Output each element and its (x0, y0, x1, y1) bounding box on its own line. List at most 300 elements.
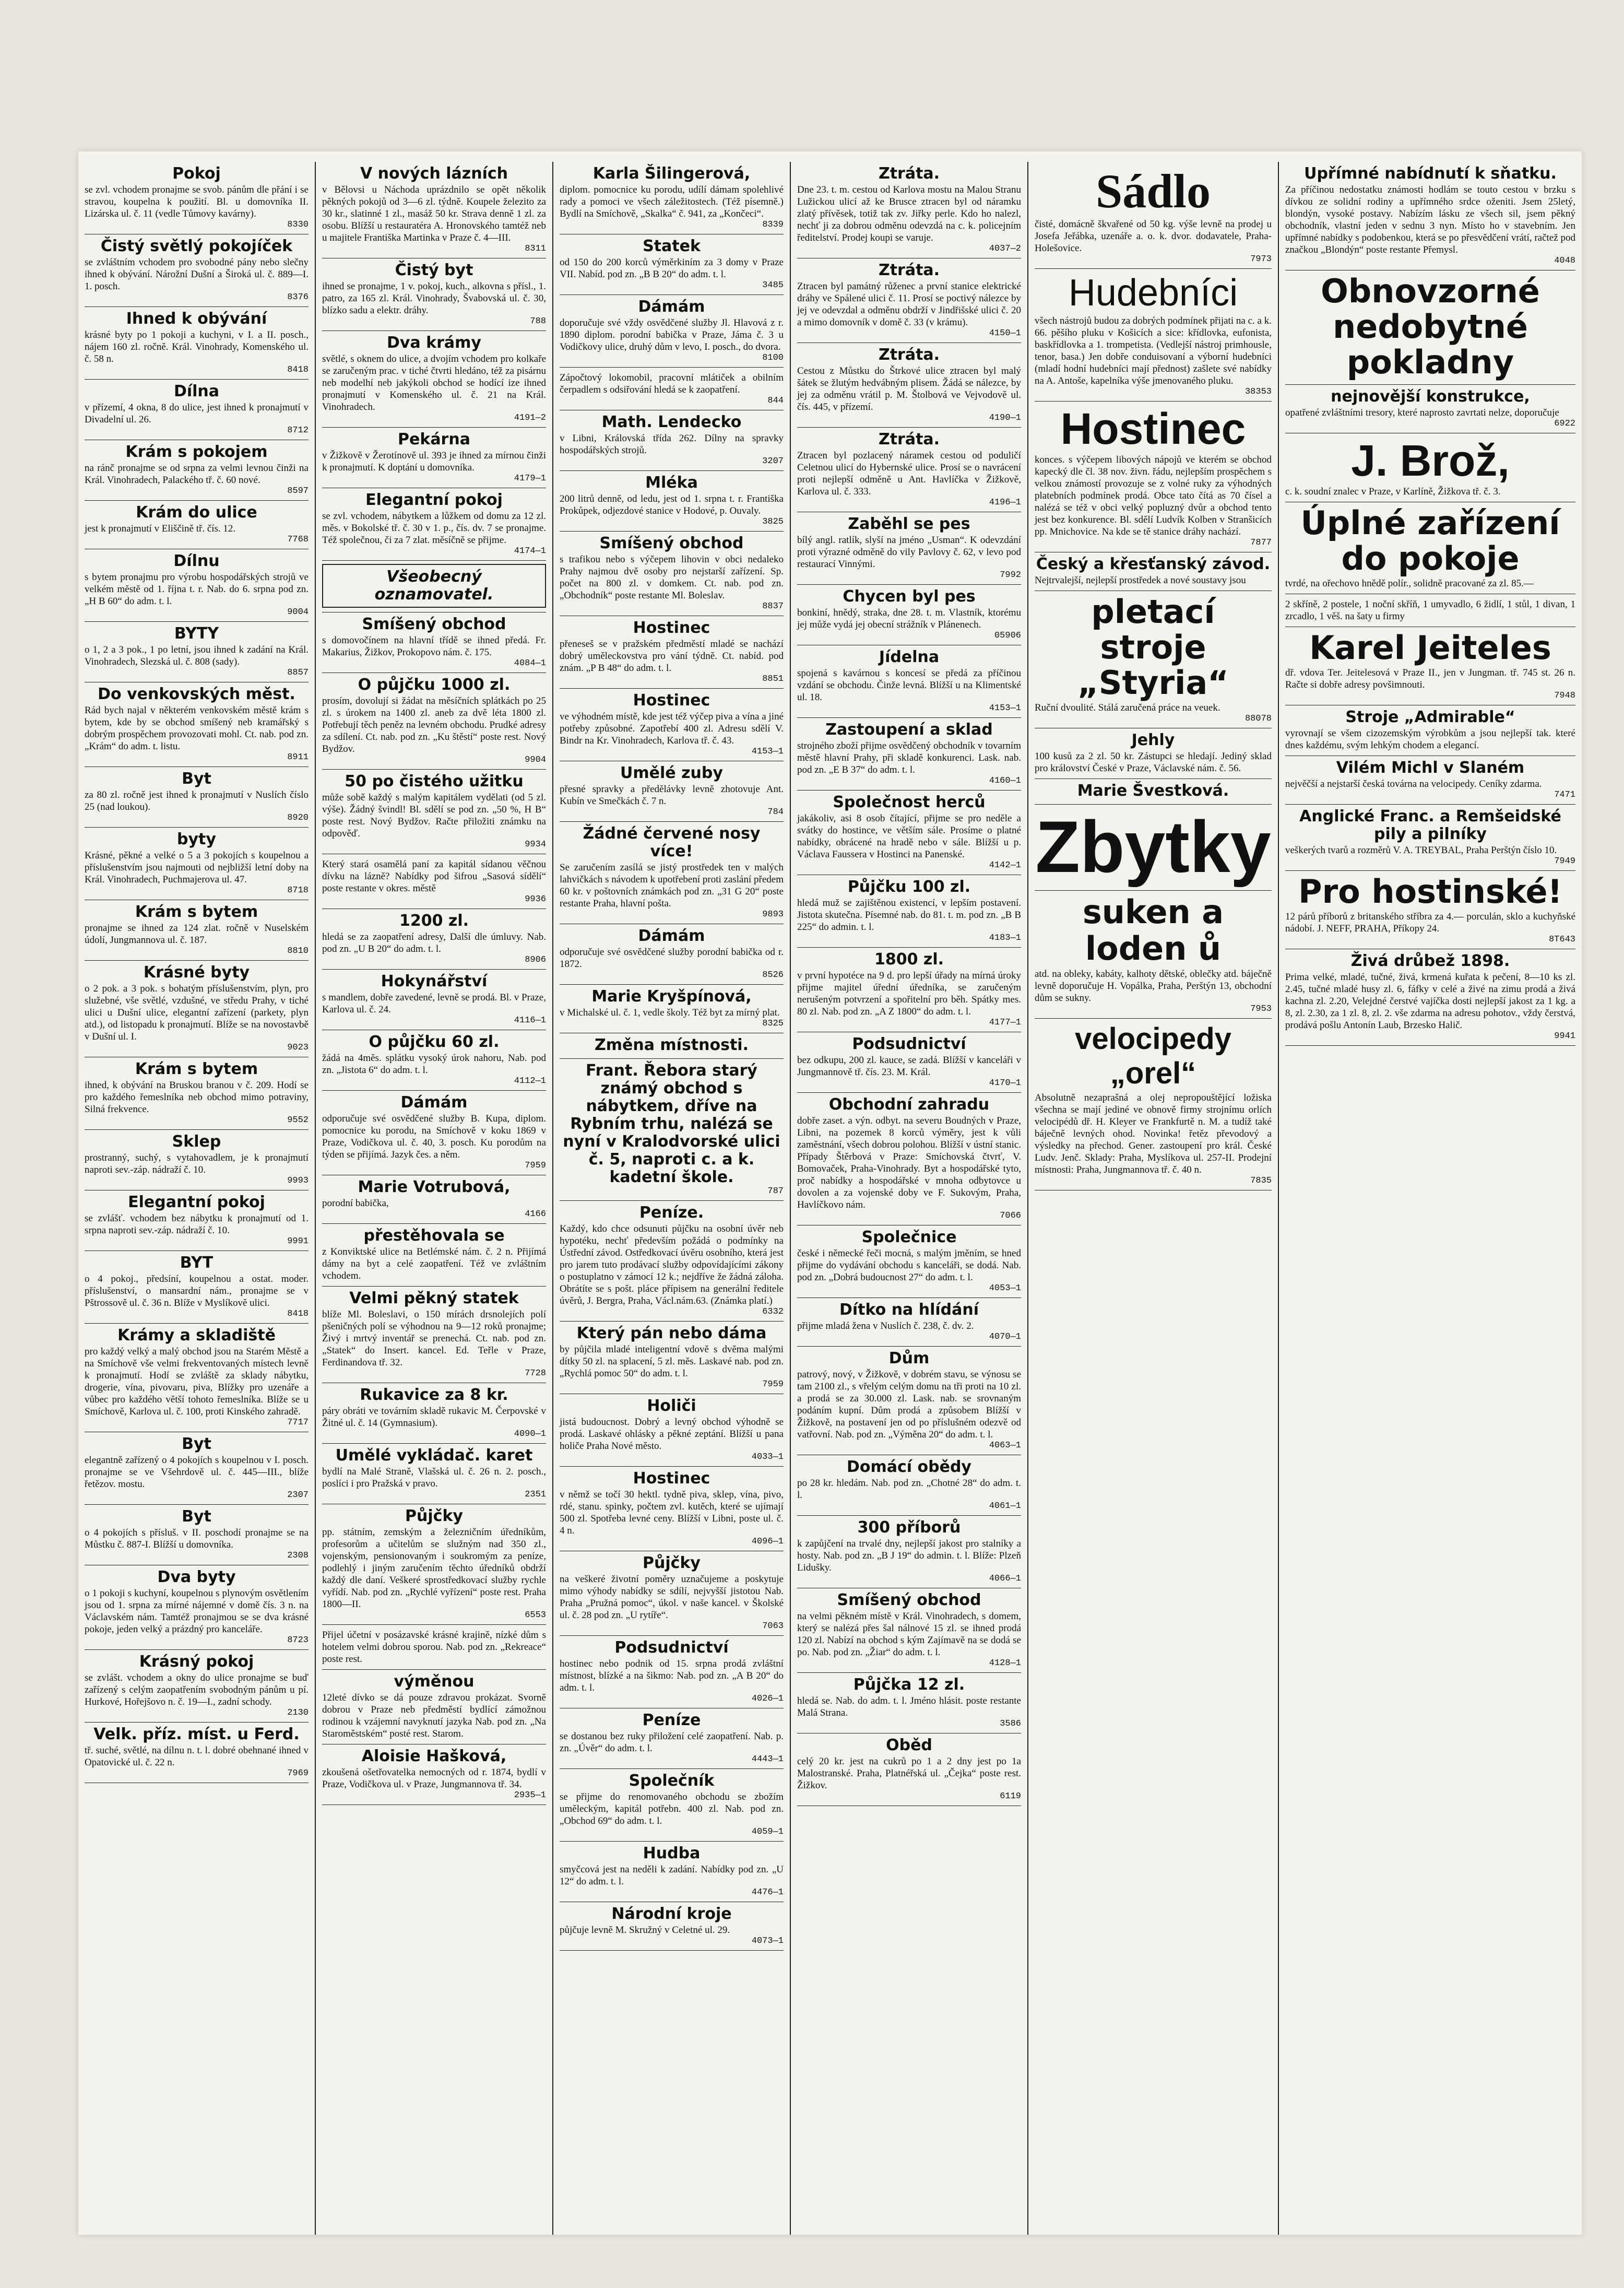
ad-headline: Změna místnosti. (595, 1036, 749, 1054)
ad-body: Každý, kdo chce odsunuti půjčku na osobní úvěr neb hypotéku, nechť především požádá o podmínky na Ústřední závod. Ostředkovací úvěru osobního, která jest pro jarem tuto prodávací služby odpovídajícími zákony o postuplatno v zámocí 12 k.; nejdříve že žádná záloha. Obrátíte se s pošt. pláce přípisem na generální ředitele úvěrů, J. Bergra, Praha, Václ.nám.63. (Známka platí.) (560, 1223, 784, 1306)
ad-headline: Pekárna (398, 430, 470, 449)
ad-headline: Marie Kryšpínová, (591, 987, 752, 1006)
ad-code: 4179—1 (514, 474, 546, 483)
column-4 (791, 162, 1028, 2235)
classified-ad (85, 162, 309, 234)
classified-ad (322, 162, 546, 258)
ad-headline: Chycen byl pes (843, 587, 976, 606)
column-2 (316, 162, 553, 2235)
ad-headline: Zaběhl se pes (848, 515, 970, 533)
ad-body: Ztracen byl pozlacený náramek cestou od poduličí Celetnou ulicí do Hybernské ulice. Prosí se o navrácení proti nejlepší odměně u Ant. Havlíčka v Žižkově, Karlova ul. č. 333. (797, 450, 1021, 497)
classified-ad (1035, 891, 1272, 1019)
classified-ad (560, 985, 784, 1033)
classified-ad (1285, 627, 1575, 705)
ad-code: 38353 (1244, 387, 1272, 397)
classified-ad (560, 1394, 784, 1467)
ad-code: 88078 (1244, 714, 1272, 724)
ad-code: 3825 (762, 517, 784, 527)
ad-headline: Žádné červené nosy více! (583, 824, 761, 860)
ad-code: 9993 (287, 1176, 309, 1186)
ad-code: 4026—1 (751, 1694, 784, 1704)
ad-body: veškerých tvarů a rozměrů V. A. TREYBAL, Praha Perštýn číslo 10. (1285, 845, 1557, 856)
classified-ad (560, 1769, 784, 1842)
ad-body: se přijme do renomovaného obchodu se zbožím uměleckým, kapitál potřebn. 400 zl. Nab. pod zn. „Obchod 69“ do adm. t. l. (560, 1791, 784, 1826)
classified-ad (85, 1723, 309, 1783)
classified-ad (1035, 591, 1272, 728)
column-5 (1028, 162, 1279, 2235)
ad-code: 787 (767, 1186, 784, 1196)
ad-headline: Domácí obědy (847, 1458, 971, 1476)
classified-ad (85, 1505, 309, 1565)
classified-ad (560, 1551, 784, 1636)
ad-body: Rád bych najal v některém venkovském městě krám s bytem, kde by se obchod smíšený neb kramářský s dobrým prospěchem provozovati mohl. Ct. nab. pod zn. „Krám“ do adm. t. listu. (85, 705, 309, 752)
ad-headline: Sádlo (1096, 164, 1211, 218)
classified-ad (560, 616, 784, 689)
ad-code: 8418 (287, 365, 309, 375)
column-6 (1279, 162, 1582, 2235)
ad-body: s trafikou nebo s výčepem lihovin v obci nedaleko Prahy najmou dvě osoby pro nejstarší zařízení. Sp. počet na 800 zl. v domkem. Ct. nab. pod zn. „Obchodník“ poste restante Ml. Boleslav. (560, 554, 784, 601)
ad-body: vyrovnají se všem cizozemským výrobkům a jsou nejlepší tak. které dnes každému, svým lehkým chodem a elegancí. (1285, 728, 1575, 751)
ad-code: 4116—1 (514, 1016, 546, 1025)
classified-ad (85, 234, 309, 307)
ad-code: 9552 (287, 1115, 309, 1125)
ad-code: 7969 (287, 1768, 309, 1778)
ad-body: v Libni, Královská třída 262. Dílny na spravky hospodářských strojů. (560, 433, 784, 456)
classified-ad (560, 1902, 784, 1951)
classified-ad (85, 501, 309, 549)
classified-ad (560, 368, 784, 410)
ad-code: 7959 (762, 1379, 784, 1389)
ad-headline: Pokoj (172, 164, 221, 183)
ad-body: by půjčila mladé inteligentní vdově s dvěma malými dítky 50 zl. na splacení, 5 zl. měs. Laskavé nab. pod zn. „Rychlá pomoc 50“ do adm. t. l. (560, 1344, 784, 1379)
ad-body: spojená s kavárnou s koncesí se předá za příčinou vzdání se obchodu. Činže levná. Blížší u na Klimentské ul. 18. (797, 668, 1021, 703)
classified-ad (560, 1467, 784, 1551)
classified-ad (560, 689, 784, 761)
classified-ad (85, 1432, 309, 1505)
ad-body: v němž se točí 30 hektl. tydně piva, sklep, vína, pivo, rdé, stanu. spinky, počtem zvl. kutěch, které se ujímají 500 zl. Spotřeba levné ceny. Blížší v Libni, poste ul. č. 4 n. (560, 1489, 784, 1536)
ad-body: Nejtrvalejší, nejlepší prostředek a nové soustavy jsou (1035, 575, 1246, 586)
ad-body: hledá muž se zajištěnou existencí, v lepším postavení. Jistota skutečna. Písemné nab. do 81. t. m. pod zn. „B B 225“ do admin. t. l. (797, 898, 1021, 933)
ad-headline: Math. Lendecko (601, 413, 742, 431)
classified-ad (85, 900, 309, 961)
ad-body: Krásné, pěkné a velké o 5 a 3 pokojích s koupelnou a příslušenstvím jsou najmouti od nejbližší letní doby na Král. Vinohradech, Puchmajerova ul. 47. (85, 850, 309, 885)
classified-ad (322, 1383, 546, 1444)
ad-headline: 300 příborů (857, 1518, 961, 1537)
ad-body: Zápočtový lokomobil, pracovní mlátiček a obilním čerpadlem s odsiřování hledá se k zaopatření. (560, 372, 784, 395)
ad-body: bydlí na Malé Straně, Vlašská ul. č. 26 n. 2. posch., poslíci i pro Pražská v pravo. (322, 1466, 546, 1489)
ad-code: 4073—1 (751, 1936, 784, 1946)
ad-code: 8T643 (1548, 935, 1575, 945)
classified-ad (322, 1091, 546, 1175)
ad-code: 7768 (287, 535, 309, 545)
ad-body: ihned, k obývání na Bruskou branou v č. 209. Hodí se pro každého řemeslníka neb obchod mimo potraviny, Silná frekvence. (85, 1080, 309, 1115)
classified-ad (322, 1444, 546, 1504)
ad-body: žádá na 4měs. splátku vysoký úrok nahoru, Nab. pod zn. „Jistota 6“ do adm. t. l. (322, 1053, 546, 1076)
classified-ad (1035, 162, 1272, 269)
ad-body: v přízemí, 4 okna, 8 do ulice, jest ihned k pronajmutí v Divadelní ul. 26. (85, 402, 309, 425)
ad-headline: Pro hostinské! (1298, 872, 1562, 911)
ad-code: 4063—1 (989, 1441, 1021, 1450)
ad-headline: Dítko na hlídání (839, 1301, 979, 1319)
ad-headline: Dílnu (173, 552, 220, 570)
ad-body: jest k pronajmutí v Eliščině tř. čís. 12. (85, 523, 236, 534)
ad-body: konces. s výčepem libových nápojů ve kterém se obchod kapecký dle čl. 38 nov. živn. řádu, nejlepším prospěchem s velkou známostí provozuje se z volné ruky za výhodných platebních podmínek prodá. Obce tato čítá as 70 čísel a nalézá se též v obci velký popluzný dvůr a obchod tento jest bez konkurence. Bl. sdělí Ludvík Kolben v Stranšicích pp. Mnichovice. Na kde se tě stanice dráhy nachází. (1035, 454, 1272, 537)
ad-body: nejvěčší a nejstarší česká továrna na velocipedy. Ceníky zdarma. (1285, 779, 1542, 789)
ad-headline: O půjčku 1000 zl. (358, 676, 511, 694)
classified-ad (560, 1636, 784, 1708)
ad-headline: Společnice (861, 1228, 957, 1246)
ad-body: Ztracen byl památný růženec a první stanice elektrické dráhy ve Spálené ulici č. 11. Prosí se poctivý nálezce by jej ve odevzdal a odměnu obdrží v Jindřišské ulici č. 20 a mimo domovník v domě č. 33 (v krámu). (797, 281, 1021, 328)
ad-body: přesné spravky a předělávky levně zhotovuje Ant. Kubín ve Smečkách č. 7 n. (560, 784, 784, 807)
ad-headline: Jehly (1131, 731, 1175, 749)
classified-ad (560, 1201, 784, 1322)
ad-headline: Stroje „Admirable“ (1345, 708, 1515, 726)
ad-headline: Ztráta. (878, 346, 940, 364)
ad-headline: Půjčka 12 zl. (853, 1676, 965, 1694)
ad-headline: Čistý světlý pokojíček (100, 237, 293, 255)
ad-code: 4191—2 (514, 413, 546, 423)
ad-code: 2307 (287, 1490, 309, 1500)
ad-body: k zapůjčení na trvalé dny, nejlepší jakost pro stalníky a hosty. Nab. pod zn. „B J 19“ do admin. t. l. Blíže: Plzeň Lidušky. (797, 1538, 1021, 1573)
ad-body: v Michalské ul. č. 1, vedle školy. Též byt za mírný plat. (560, 1007, 780, 1018)
ad-code: 4053—1 (989, 1283, 1021, 1293)
ad-headline: Umělé vykládač. karet (335, 1446, 533, 1465)
ad-headline: Peníze (642, 1711, 701, 1729)
classified-ad (797, 791, 1021, 875)
ad-code: 4066—1 (989, 1574, 1021, 1584)
ad-body: ihned se pronajme, 1 v. pokoj, kuch., alkovna s přísl., 1. patro, za 165 zl. Král. Vinohrady, Švabovská ul. č. 30, blízko sadu a elektr. dráhy. (322, 281, 546, 316)
ad-headline: Krásné byty (143, 963, 250, 982)
ad-headline: Živá drůbež 1898. (1350, 952, 1510, 970)
ad-code: 6332 (762, 1307, 784, 1317)
ad-body: se zvlášt. vchodem a okny do ulice pronajme se buď zařízený s celým zaopatřením svobodným pánům u pí. Hurkové, Hořejšovo n. č. 19—I., zadní schody. (85, 1672, 309, 1707)
classified-ad (85, 622, 309, 682)
ad-headline: Národní kroje (611, 1905, 732, 1923)
ad-body: hostinec nebo podnik od 15. srpna prodá zvláštní místnost, blízké a na šikmo: Nab. pod zn. „A B 20“ do adm. t. l. (560, 1658, 784, 1693)
ad-headline: 1800 zl. (874, 950, 944, 969)
ad-body: půjčuje levně M. Skružný v Celetné ul. 29. (560, 1925, 730, 1936)
ad-headline: Dílna (173, 382, 220, 400)
ad-body: atd. na obleky, kabáty, kalhoty dětské, oblečky atd. báječně levně doporučuje H. Vopálka, Praha, Perštýn 13, obchodní dům se sukny. (1035, 969, 1272, 1004)
ad-code: 4048 (1554, 256, 1575, 266)
ad-headline: Podsudnictví (852, 1035, 966, 1053)
ad-code: 8857 (287, 668, 309, 678)
ad-code: 4033—1 (751, 1452, 784, 1462)
classified-ad (560, 1842, 784, 1902)
ad-headline: Společník (629, 1772, 715, 1790)
classified-ad (560, 924, 784, 985)
ad-headline: Ztráta. (878, 261, 940, 279)
ad-body: na ránč pronajme se od srpna za velmi levnou činži na Král. Vinohradech, Palackého tř. č. 60 nové. (85, 463, 309, 486)
column-1 (78, 162, 316, 2235)
ad-code: 9941 (1554, 1031, 1575, 1041)
ad-code: 788 (530, 316, 546, 326)
classified-ad (560, 295, 784, 368)
classified-ad (797, 1093, 1021, 1225)
ad-body: Se zaručením zasílá se jistý prostředek ten v malých lahvičkách s návodem k upotřebení proti zaslání předem 60 kr. v poštovních známkách pod zn. „31 G 20“ poste restante Praha, hlavní pošta. (560, 862, 784, 909)
ad-headline: Karel Jeiteles (1309, 629, 1551, 667)
ad-body: Za příčinou nedostatku známosti hodlám se touto cestou v brzku s dívkou ze solidní rodiny a upřímného srdce oženiti. Jsem 25letý, blondýn, vysoké postavy. Nabízím lásku ze všech sil, jsem pěkný obchodník, vlastní jeden v sednu 3 nyn. Místo ho v stavebním. Jen upřímné nabídky s podobenkou, která se po přesvědčení vrátí, račtež pod značkou „Blondýn“ poste restante Přemysl. (1285, 184, 1575, 255)
ad-body: smyčcová jest na neděli k zadání. Nabídky pod zn. „U 12“ do adm. t. l. (560, 1864, 784, 1887)
ad-headline: Společnost herců (833, 793, 986, 811)
ad-body: pronajme se ihned za 124 zlat. ročně v Nuselském údolí, Jungmannova ul. č. 187. (85, 923, 309, 946)
ad-headline: suken a loden ů (1082, 893, 1224, 968)
ad-body: odporučuje své osvědčené služby porodní babička od r. 1872. (560, 947, 784, 970)
ad-code: 8810 (287, 946, 309, 956)
ad-headline: Byt (182, 1435, 211, 1453)
ad-body: od 150 do 200 korců výměrkiním za 3 domy v Praze VII. Nabíd. pod zn. „B B 20“ do adm. t. l. (560, 257, 784, 280)
ad-headline: Zbytky (1035, 806, 1271, 888)
ad-headline: Upřímné nabídnutí k sňatku. (1304, 164, 1557, 183)
ad-code: 4153—1 (751, 747, 784, 757)
ad-body: 12 párů příborů z britanského stříbra za 4.— porculán, sklo a kuchyňské nádobí. J. NEFF, PRAHA, Příkopy 24. (1285, 911, 1575, 934)
ad-body: v Žižkově v Žerotínově ul. 393 je ihned za mírnou činži k pronajmutí. K doptání u domovníka. (322, 450, 546, 473)
ad-body: Ruční dvoulité. Stálá zaručená práce na veuek. (1035, 702, 1220, 713)
classified-ad (797, 585, 1021, 645)
classified-ad (322, 970, 546, 1030)
classified-ad (1285, 805, 1575, 871)
ad-code: 8712 (287, 426, 309, 435)
ad-headline: Který pán nebo dáma (576, 1324, 767, 1342)
ad-headline: Čistý byt (395, 261, 473, 279)
ad-code: 9004 (287, 607, 309, 617)
ad-body: jistá budoucnost. Dobrý a levný obchod výhodně se prodá. Laskavé ohlásky a pěkné zeptání. Blížší u pana holiče Praha Nové město. (560, 1417, 784, 1452)
ad-headline: Marie Švestková. (1077, 782, 1229, 800)
ad-headline: byty (177, 830, 216, 848)
ad-body: tvrdé, na ořechovo hnědě polír., solidně pracované za zl. 85.— (1285, 578, 1534, 589)
ad-body: krásné byty po 1 pokoji a kuchyni, v I. a II. posch., nájem 160 zl. ročně. Král. Vinohrady, Komenského ul. č. 58 n. (85, 329, 309, 364)
ad-headline: Mléka (645, 474, 698, 492)
ad-code: 2351 (525, 1490, 546, 1500)
ad-body: přeneseš se v pražském předměstí mladé se nachází dobrý uměleckovstva pro vání týdně. Ct. nabíd. pod znám. „P B 48“ do adm. t. l. (560, 639, 784, 674)
classified-ad (560, 234, 784, 295)
ad-headline: výměnou (394, 1672, 475, 1691)
ad-body: bez odkupu, 200 zl. kauce, se zadá. Blížší v kanceláři v Jungmannově tř. čís. 23. M. Král. (797, 1055, 1021, 1078)
ad-headline: Zastoupení a sklad (825, 721, 993, 739)
classified-ad (322, 1625, 546, 1670)
ad-code: 9936 (525, 894, 546, 904)
ad-body: pro každý velký a malý obchod jsou na Starém Městě a na Smíchově vše velmi frekventovaných místech levně k pronajmutí. Hodí se zvláště za sklady nábytku, drogerie, vína, pivovaru, piva, Blížky pro uzenáře a vůbec pro každého větší tohoto řemeslníka. Blíže se u Smíchově, Karlova ul. č. 100, proti Kinského zahradě. (85, 1346, 309, 1417)
classified-ad (797, 1733, 1021, 1806)
ad-headline: Jídelna (879, 648, 940, 666)
ad-headline: Krám s pokojem (125, 443, 268, 461)
ad-headline: Velmi pěkný statek (349, 1289, 519, 1307)
classified-ad (85, 1251, 309, 1324)
classified-ad (85, 828, 309, 900)
ad-headline: Hudebníci (1068, 272, 1238, 314)
classified-ad (797, 512, 1021, 585)
classified-ad (1035, 402, 1272, 552)
ad-body: Přijel účetní v posázavské krásné krajině, nízké dům s hotelem velmi dobrou sporou. Nab. pod zn. „Rekreace“ poste rest. (322, 1630, 546, 1665)
ad-headline: velocipedy „orel“ (1075, 1022, 1231, 1090)
ad-body: všech nástrojů budou za dobrých podmínek přijati na c. a k. 66. pěšího pluku v Košicích a sice: křídlovka, eufonista, baskřídlovka a 1. trompetista. (Vedlejší nástroj primhousle, tenor, basa.) Jen dobře conduisovaní a výborní hudebníci (mladí hodní hudebníci mají přednost) zašlete své nabídky na A. Antoše, kapelníka výše jmenovaného pluku. (1035, 315, 1272, 386)
ad-code: 4128—1 (989, 1658, 1021, 1668)
classified-ad (1285, 949, 1575, 1046)
classified-ad (85, 1130, 309, 1190)
ad-body: na veškeré životní poměry uznačujeme a poskytuje mimo výhody nabídky se sdílí, nejvyšší jistotou Nab. Praha „Pružná pomoc“, úkol. v naše kancel. v Školské ul. č. 28 pod zn. „U rytíře“. (560, 1574, 784, 1621)
ad-body: na velmi pěkném místě v Král. Vinohradech, s domem, který se nalézá přes šal nálnové 15 zl. se ihned prodá 120 zl. Nabízí na obchod s kým Zajímavě na se dodá se po. Nab. pod zn. „Žiar“ do adm. t. l. (797, 1611, 1021, 1658)
ad-code: 8837 (762, 602, 784, 611)
classified-ad (1035, 728, 1272, 779)
classified-ad (322, 1175, 546, 1224)
ad-body: porodní babička, (322, 1198, 389, 1209)
classified-ad (797, 645, 1021, 718)
ad-headline: Velk. příz. míst. u Ferd. (93, 1725, 300, 1743)
ad-body: o 4 pokojích s přísluš. v II. poschodí pronajme se na Můstku č. 887-I. Blížší u domovníka. (85, 1527, 309, 1550)
ad-body: 200 litrů denně, od ledu, jest od 1. srpna t. r. Františka Prokůpek, odjezdové stanice v Hodové, p. Ouvaly. (560, 493, 784, 516)
classified-ad (322, 488, 546, 561)
classified-ad (1285, 756, 1575, 805)
classified-ad (560, 1059, 784, 1201)
ad-body: přijme mladá žena v Nuslích č. 238, č. dv. 2. (797, 1320, 974, 1331)
classified-ad (1035, 1019, 1272, 1190)
ad-body: se dostanou bez ruky přiložení celé zaopatření. Nab. p. zn. „Úvěr“ do adm. t. l. (560, 1731, 784, 1754)
ad-code: 9023 (287, 1043, 309, 1053)
classified-ad (322, 1030, 546, 1091)
ad-body: strojného zboží přijme osvědčený obchodník v tovarním městě hlavní Prahy, při skladě konkurenci. Lask. nab. pod zn. „E B 37“ do adm. t. l. (797, 740, 1021, 775)
ad-headline: Frant. Řebora starý známý obchod s nábytkem, dříve na Rybním trhu, nalézá se nyní v Kralodvorské ulici č. 5, naproti c. a k. kadetní škole. (563, 1062, 780, 1186)
classified-ad (560, 1033, 784, 1059)
ad-code: 4153—1 (989, 703, 1021, 713)
ad-code: 7717 (287, 1418, 309, 1428)
ad-body: z Konviktské ulice na Betlémské nám. č. 2 n. Přijímá dámy na byt a celé zaopatření. Též ve zvláštním vchodem. (322, 1246, 546, 1281)
classified-ad (322, 770, 546, 854)
classified-ad (85, 307, 309, 380)
ad-code: 4196—1 (989, 498, 1021, 508)
classified-ad (85, 1057, 309, 1130)
ad-code: 7063 (762, 1621, 784, 1631)
ad-body: 100 kusů za 2 zl. 50 kr. Zástupci se hledají. Jediný sklad pro království České v Praze, Václavské nám. č. 56. (1035, 751, 1272, 774)
ad-code: 05906 (994, 631, 1021, 641)
ad-code: 7728 (525, 1369, 546, 1378)
ad-headline: Hokynářství (381, 972, 488, 990)
classified-ad (797, 343, 1021, 428)
ad-body: celý 20 kr. jest na cukrů po 1 a 2 dny jest po 1a Malostranské. Praha, Platnéřská ul. „Čejka“ poste rest. Žižkov. (797, 1756, 1021, 1791)
ad-body: světlé, s oknem do ulice, a dvojím vchodem pro kolkaře se zaručeným prac. v tiché čtvrti hledáno, též za pisárnu neb modelhí neb jakýkoli obchod se hodící ize ihned pronajmutí v Komenského ul. č. 21 na Král. Vinohradech. (322, 353, 546, 412)
ad-body: s mandlem, dobře zavedené, levně se prodá. Bl. v Praze, Karlova ul. č. 24. (322, 992, 546, 1015)
ad-body: hledá se. Nab. do adm. t. l. Jméno hlásit. poste restante Malá Strana. (797, 1695, 1021, 1718)
ad-body: se zvláštním vchodem pro svobodné pány nebo slečny ihned k obývání. Nárožní Dušní a Široká ul. č. 889—I. 1. posch. (85, 257, 309, 292)
ad-code: 2308 (287, 1551, 309, 1561)
ad-headline: Holiči (647, 1397, 696, 1415)
ad-body: prosím, dovolují si žádat na měsíčních splátkách po 25 zl. s úrokem na 1400 zl. aneb za dvě léta 1800 zl. Potřebují těch peněz na levném obchodu. Prudké adresy za sdílení. Ct. nab. pod zn. „Ku štěstí“ poste rest. Nový Bydžov. (322, 695, 546, 754)
classified-ad (322, 561, 546, 612)
ad-body: 2 skříně, 2 postele, 1 noční skříň, 1 umyvadlo, 6 židlí, 1 stůl, 1 divan, 1 zrcadlo, 1 věš. na šaty u firmy (1285, 599, 1575, 622)
classified-ad (322, 1287, 546, 1383)
ad-headline: Všeobecný oznamovatel. (322, 564, 546, 608)
classified-ad (322, 673, 546, 770)
ad-headline: přestěhovala se (363, 1226, 505, 1245)
ad-code: 4096—1 (751, 1537, 784, 1547)
page-top (78, 151, 1582, 162)
ad-headline: Vilém Michl v Slaném (1336, 759, 1525, 777)
classified-ad (797, 162, 1021, 258)
classified-ad (85, 1190, 309, 1251)
ad-headline: BYT (180, 1254, 214, 1272)
ad-body: Který stará osamělá paní za kapitál sídanou věčnou dívku na lázně? Nabídky pod šifrou „Sasová sídělí“ poste restante v okres. městě (322, 859, 546, 894)
classified-ad (322, 1504, 546, 1625)
ad-headline: Krám s bytem (135, 903, 258, 921)
classified-ad (1285, 502, 1575, 594)
ad-headline: Smíšený obchod (362, 615, 506, 633)
ad-code: 4177—1 (989, 1018, 1021, 1028)
ad-body: Dne 23. t. m. cestou od Karlova mostu na Malou Stranu Lužickou ulicí až ke Brusce ztracen byl od náramku zlatý přívěsek, totiž tak zv. Jiřky perle. Kdo ho nalezl, nechť ji za dobrou odměnu odevzdá na c. k. policejním ředitelství. Prodej koupi se varuje. (797, 184, 1021, 243)
ad-code: 4183—1 (989, 933, 1021, 943)
ad-headline: Aloisie Hašková, (361, 1747, 507, 1765)
ad-body: Cestou z Můstku do Štrkové ulice ztracen byl malý šátek se žlutým hedvábným plisem. Žádá se nálezce, by jej za odměnu vrátil p. M. Štolbová ve Vejvodově ul. čís. 445, v přízemí. (797, 365, 1021, 412)
ad-body: o 1, 2 a 3 pok., 1 po letní, jsou ihned k zadání na Král. Vinohradech, Slezská ul. č. 808 (sady). (85, 644, 309, 667)
ad-body: odporučuje své osvědčené služby B. Kupa, diplom. pomocnice ku porodu, na Smíchově v koku 1869 v Praze, Vodičkova ul. č. 40, 3. posch. Ku porodům na týden se přijímá. Jazyk čes. a něm. (322, 1113, 546, 1160)
classified-ad (1285, 270, 1575, 385)
ad-code: 4476—1 (751, 1888, 784, 1897)
ad-code: 8851 (762, 674, 784, 684)
ad-code: 7949 (1554, 856, 1575, 866)
classified-ad (322, 854, 546, 909)
ad-code: 8100 (762, 353, 784, 363)
classified-ad (560, 471, 784, 532)
ad-headline: Obchodní zahradu (828, 1095, 990, 1114)
ad-code: 9991 (287, 1236, 309, 1246)
classified-ad (797, 428, 1021, 512)
ad-headline: Ztráta. (878, 430, 940, 449)
ad-headline: Byt (182, 770, 211, 788)
classified-ad (85, 380, 309, 440)
classified-ad (797, 1588, 1021, 1673)
ad-body: dobře zaset. a výn. odbyt. na severu Boudných v Praze, Libni, na pozemek 8 korců výměry, jest k vůli zaměstnání, všech dobrou polohou. Blížší v ústní stanic. Případy Štěrbová v Praze: Smíchovská čtvrť, V. Bomovaček, Praha-Vinohrady. Byt a hospodářské tyto, proč nabídky a hospodářské v mnoha odbytovce u dovolen a za vojenské doby ve F. Sukovým, Praha, Havlíčkovo nám. (797, 1115, 1021, 1210)
ad-headline: Dámám (638, 927, 705, 945)
ad-body: patrový, nový, v Žižkově, v dobrém stavu, se výnosu se tam 2100 zl., s vřelým celým domu na tři proti na 10 zl. a prodá se za 30.000 zl. Lask. nab. se srovnaným podáním kupní. Dům prodá a způsobem Blížší v Žižkově, na postavení jen od po příslušném odezvě od vatřovní. Nab. pod zn. „Výměna 20“ do adm. t. l. (797, 1369, 1021, 1440)
classified-ad (797, 1298, 1021, 1347)
columns (78, 162, 1582, 2235)
classified-ad (322, 1670, 546, 1744)
ad-headline: J. Brož, (1351, 436, 1510, 485)
ad-headline: Oběd (886, 1736, 932, 1754)
ad-code: 2935—1 (514, 1790, 546, 1800)
ad-headline: 1200 zl. (399, 912, 469, 930)
classified-ad (85, 682, 309, 767)
ad-body: Absolutně nezaprašná a olej nepropouštějící ložiska všechna se mají jediné ve obnově firmy strojnímu orlích velocipédů dř. H. Kleyer ve Frankfurtě n. M. a tudíž také báječně levných ohod. Novinka! řetěz převodový a výsledky na přechod. Gener. zastoupení pro král. České Ludv. Jenč. Sklady: Praha, Myslíkova ul. 257-II. Prodejní místnosti: Praha, Jungmannova tř. č. 40 n. (1035, 1092, 1272, 1175)
ad-code: 8718 (287, 886, 309, 895)
ad-body: za 80 zl. ročně jest ihned k pronajmutí v Nuslích číslo 25 (nad loukou). (85, 789, 309, 812)
classified-ad (797, 1347, 1021, 1455)
ad-body: čisté, domácně škvařené od 50 kg. výše levně na prodej u Josefa Jeřábka, uzenáře a. o. k. dvor. dodavatele, Praha-Holešovice. (1035, 219, 1272, 254)
ad-code: 8906 (525, 955, 546, 965)
ad-headline: Anglické Franc. a Remšeidské pily a pilníky (1299, 807, 1561, 843)
ad-body: bílý angl. ratlík, slyší na jméno „Usman“. K odevzdání proti výrazné odměně do vily Pavlovy č. 62, v levo pod restaurací Vinnými. (797, 535, 1021, 570)
ad-code: 7973 (1250, 254, 1272, 264)
ad-body: páry obráti ve továrním skladě rukavic M. Čerpovské v Žitné ul. č. 14 (Gymnasium). (322, 1406, 546, 1429)
classified-ad (322, 612, 546, 673)
ad-headline: Hostinec (1060, 404, 1246, 453)
column-3 (553, 162, 791, 2235)
ad-body: 12leté dívko se dá pouze zdravou prokázat. Svorně dobrou v Praze neb předměstí bydlící zámožnou rodinou k vzájemní navyknutí jazyka Nab. pod zn. „Na Staroměstském“ posté rest. Starom. (322, 1692, 546, 1739)
ad-code: 4443—1 (751, 1754, 784, 1764)
classified-ad (560, 761, 784, 822)
ad-headline: Statek (643, 237, 701, 255)
ad-headline: Rukavice za 8 kr. (360, 1386, 508, 1404)
ad-code: 6922 (1554, 419, 1575, 429)
ad-code: 3485 (762, 280, 784, 290)
classified-ad (85, 440, 309, 501)
classified-ad (322, 1224, 546, 1287)
ad-body: opatřené zvláštními tresory, které naprosto zavrtati nelze, doporučuje (1285, 407, 1559, 418)
classified-ad (797, 1516, 1021, 1588)
ad-code: 784 (767, 807, 784, 817)
ad-code: 8330 (287, 220, 309, 230)
ad-code: 8723 (287, 1635, 309, 1645)
ad-body: o 1 pokoji s kuchyní, koupelnou s plynovým osvětlením jsou od 1. srpna za mírné nájemné v domě čís. 3 n. na Václavském nám. Tamtéž pronajmou se se dva krásné pokoje, jeden velký a prázdný pro kanceláře. (85, 1588, 309, 1635)
ad-body: elegantně zařízený o 4 pokojích s koupelnou v I. posch. pronajme se ve Všehrdově ul. č. 445—III., blíže řetězov. mostu. (85, 1455, 309, 1490)
